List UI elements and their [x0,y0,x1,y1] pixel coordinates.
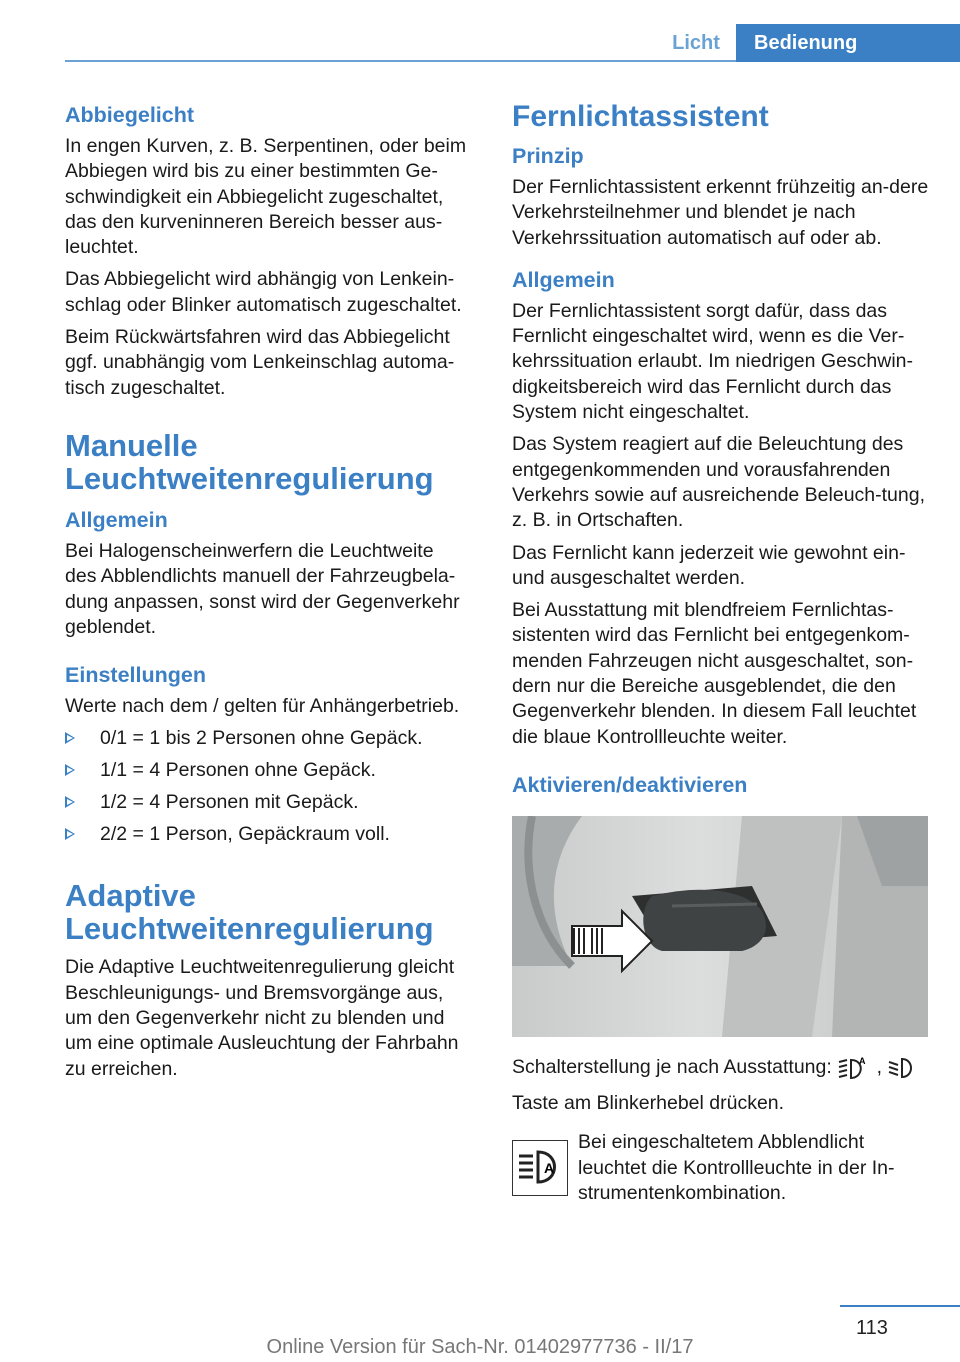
low-beam-icon [887,1056,919,1080]
allgemein-heading: Allgemein [512,267,615,292]
paragraph: In engen Kurven, z. B. Serpentinen, oder beim Abbiegen wird bis zu einer bestimmten Ge-schwindigkeit ein Abbiegelicht zugeschaltet, das den kurveninneren Bereich besser aus-leuchtet. [65,135,467,259]
indicator-text: Bei eingeschaltetem Abblendlicht leuchtet die Kontrollleuchte in der In-strumentenkombination. [578,1131,895,1204]
list-item-text: 0/1 = 1 bis 2 Personen ohne Gepäck. [100,727,423,750]
online-version-footer: Online Version für Sach-Nr. 01402977736 - II/17 [266,1336,694,1358]
indicator-light-icon [512,1140,568,1196]
abbiegelicht-heading: Abbiegelicht [65,103,195,127]
paragraph: Bei Halogenscheinwerfern die Leuchtweite des Abblendlichts manuell der Fahrzeugbela-dung anpassen, sonst wird der Gegenverkehr geblendet. [65,539,460,638]
aktivieren-heading: Aktivieren/deaktivieren [512,772,748,797]
paragraph: Der Fernlichtassistent sorgt dafür, dass das Fernlicht eingeschaltet wird, wenn es die Ver-kehrssituation erlaubt. Im niedrigen Geschwin-digkeitsbereich wird das Fernlicht durch das System nicht eingeschaltet. [512,299,914,424]
paragraph: Taste am Blinkerhebel drücken. [512,1091,785,1114]
adaptive-heading: Adaptive Leuchtweitenregulierung [65,878,434,947]
svg-text:A: A [544,1160,555,1177]
fernlichtassistent-heading: Fernlichtassistent [512,100,769,133]
footer-divider [840,1305,960,1307]
paragraph: Die Adaptive Leuchtweitenregulierung gleicht Beschleunigungs- und Bremsvorgänge aus, um den Gegenverkehr nicht zu blenden und um eine optimale Ausleuchtung der Fahrbahn zu erreichen. [65,956,459,1080]
turn-signal-lever-image [512,816,928,1037]
bullet-triangle-icon [65,764,75,776]
list-item-text: 2/2 = 1 Person, Gepäckraum voll. [100,823,390,846]
high-beam-assistant-icon [837,1055,871,1081]
right-column [512,100,930,1213]
bullet-triangle-icon [65,796,75,808]
paragraph: Das Abbiegelicht wird abhängig von Lenkein-schlag oder Blinker automatisch zugeschaltet. [65,268,462,316]
bullet-triangle-icon [65,828,75,840]
paragraph [512,1055,930,1081]
prinzip-heading: Prinzip [512,144,584,168]
schalter-text: Schalterstellung je nach Ausstattung: [512,1056,832,1079]
list-item [65,758,470,783]
left-column [65,100,470,1089]
paragraph: Das System reagiert auf die Beleuchtung des entgegenkommenden und vorausfahrenden Verkehrs sowie auf ausreichende Beleuch-tung, z. B. in Ortschaften. [512,433,926,532]
svg-text:A: A [859,1055,866,1066]
tab-bedienung[interactable]: Bedienung [736,24,960,62]
einstellungen-heading: Einstellungen [65,663,206,688]
settings-list [65,726,470,847]
list-item [65,822,470,847]
list-item [65,726,470,751]
separator-text: , [876,1056,883,1079]
bullet-triangle-icon [65,732,75,744]
allgemein-heading: Allgemein [65,507,168,532]
paragraph: Das Fernlicht kann jederzeit wie gewohnt ein- und ausgeschaltet werden. [512,541,906,589]
list-item-text: 1/2 = 4 Personen mit Gepäck. [100,791,359,814]
manuelle-heading: Manuelle Leuchtweitenregulierung [65,427,434,496]
paragraph: Der Fernlichtassistent erkennt frühzeitig an-dere Verkehrsteilnehmer und blendet je nach Verkehrssituation automatisch auf oder ab. [512,176,929,249]
page-number: 113 [856,1317,888,1339]
indicator-note [512,1130,930,1213]
paragraph: Beim Rückwärtsfahren wird das Abbiegelicht ggf. unabhängig vom Lenkeinschlag automa-tisch zugeschaltet. [65,326,455,399]
paragraph: Werte nach dem / gelten für Anhängerbetrieb. [65,695,460,718]
list-item-text: 1/1 = 4 Personen ohne Gepäck. [100,759,376,782]
list-item [65,790,470,815]
lever-illustration-svg [512,816,928,1037]
tab-licht[interactable]: Licht [672,32,720,54]
paragraph: Bei Ausstattung mit blendfreiem Fernlichtas-sistenten wird das Fernlicht bei entgegenkom-menden Fahrzeugen nicht ausgeschaltet, son-dern nur die Bereiche ausgeblendet, die den Gegenverkehr blenden. In diesem Fall leuchtet die blaue Kontrollleuchte weiter. [512,599,917,748]
